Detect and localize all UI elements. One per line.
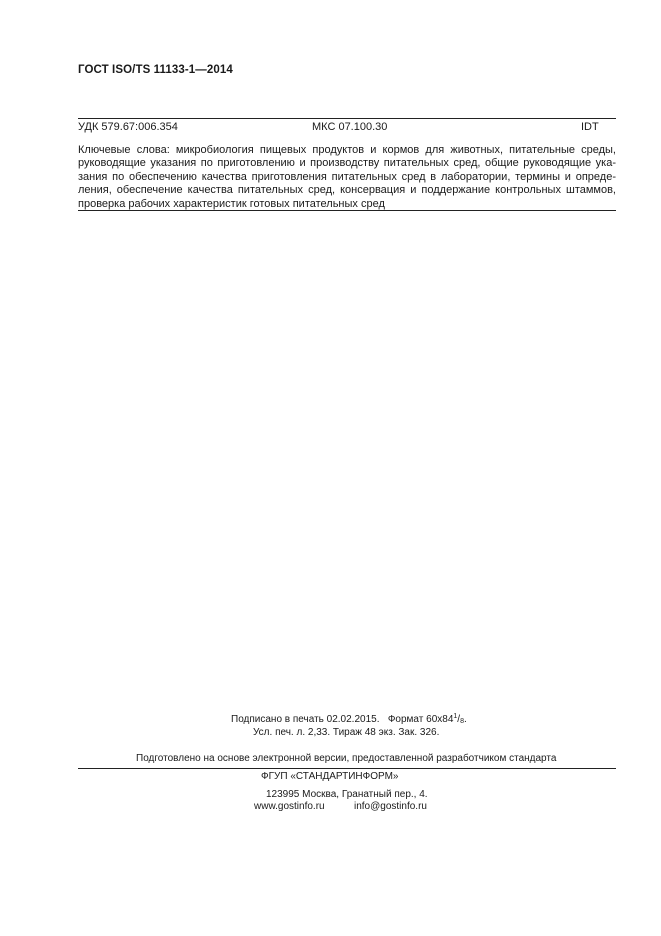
top-divider <box>78 118 616 119</box>
keywords-line: проверка рабочих характеристик готовых питательных сред <box>78 197 385 210</box>
website-link[interactable]: www.gostinfo.ru <box>254 801 325 812</box>
bottom-divider <box>78 210 616 211</box>
print-conditions: Усл. печ. л. 2,33. Тираж 48 экз. Зак. 326. <box>253 727 440 738</box>
keywords-paragraph <box>78 144 616 211</box>
format-label: Формат 60х84 <box>387 714 454 725</box>
email-link[interactable]: info@gostinfo.ru <box>354 801 427 812</box>
prepared-note: Подготовлено на основе электронной версии, предоставленной разработчиком стандарта <box>136 753 557 764</box>
publisher-name: ФГУП «СТАНДАРТИНФОРМ» <box>261 771 399 782</box>
keywords-line: зания по обеспечению качества приготовления питательных сред в лаборатории, термины и опреде- <box>78 170 616 183</box>
keywords-line: ления, обеспечение качества питательных сред, консервация и поддержание контрольных штаммов, <box>78 184 616 197</box>
publisher-contacts <box>254 801 427 812</box>
document-code: ГОСТ ISO/TS 11133-1—2014 <box>78 64 233 76</box>
classification-row <box>78 121 598 135</box>
mks-code: МКС 07.100.30 <box>312 121 388 133</box>
format-fraction-denominator: 8 <box>460 718 464 725</box>
format-fraction-numerator: 1 <box>453 713 458 720</box>
publisher-address: 123995 Москва, Гранатный пер., 4. <box>266 789 428 800</box>
keywords-line: Ключевые слова: микробиология пищевых продуктов и кормов для животных, питательные среды, <box>78 144 616 156</box>
format-tail: . <box>463 714 467 725</box>
signed-line: Подписано в печать 02.02.2015. Формат $60х84^1/8$. <box>231 713 467 725</box>
udk-code: УДК 579.67:006.354 <box>78 121 178 133</box>
keywords-line: руководящие указания по приготовлению и производству питательных сред, общие руководящие ука- <box>78 157 616 170</box>
signed-date: Подписано в печать 02.02.2015. <box>231 714 380 725</box>
idt-label: IDT <box>581 121 599 133</box>
imprint-divider <box>78 768 616 769</box>
